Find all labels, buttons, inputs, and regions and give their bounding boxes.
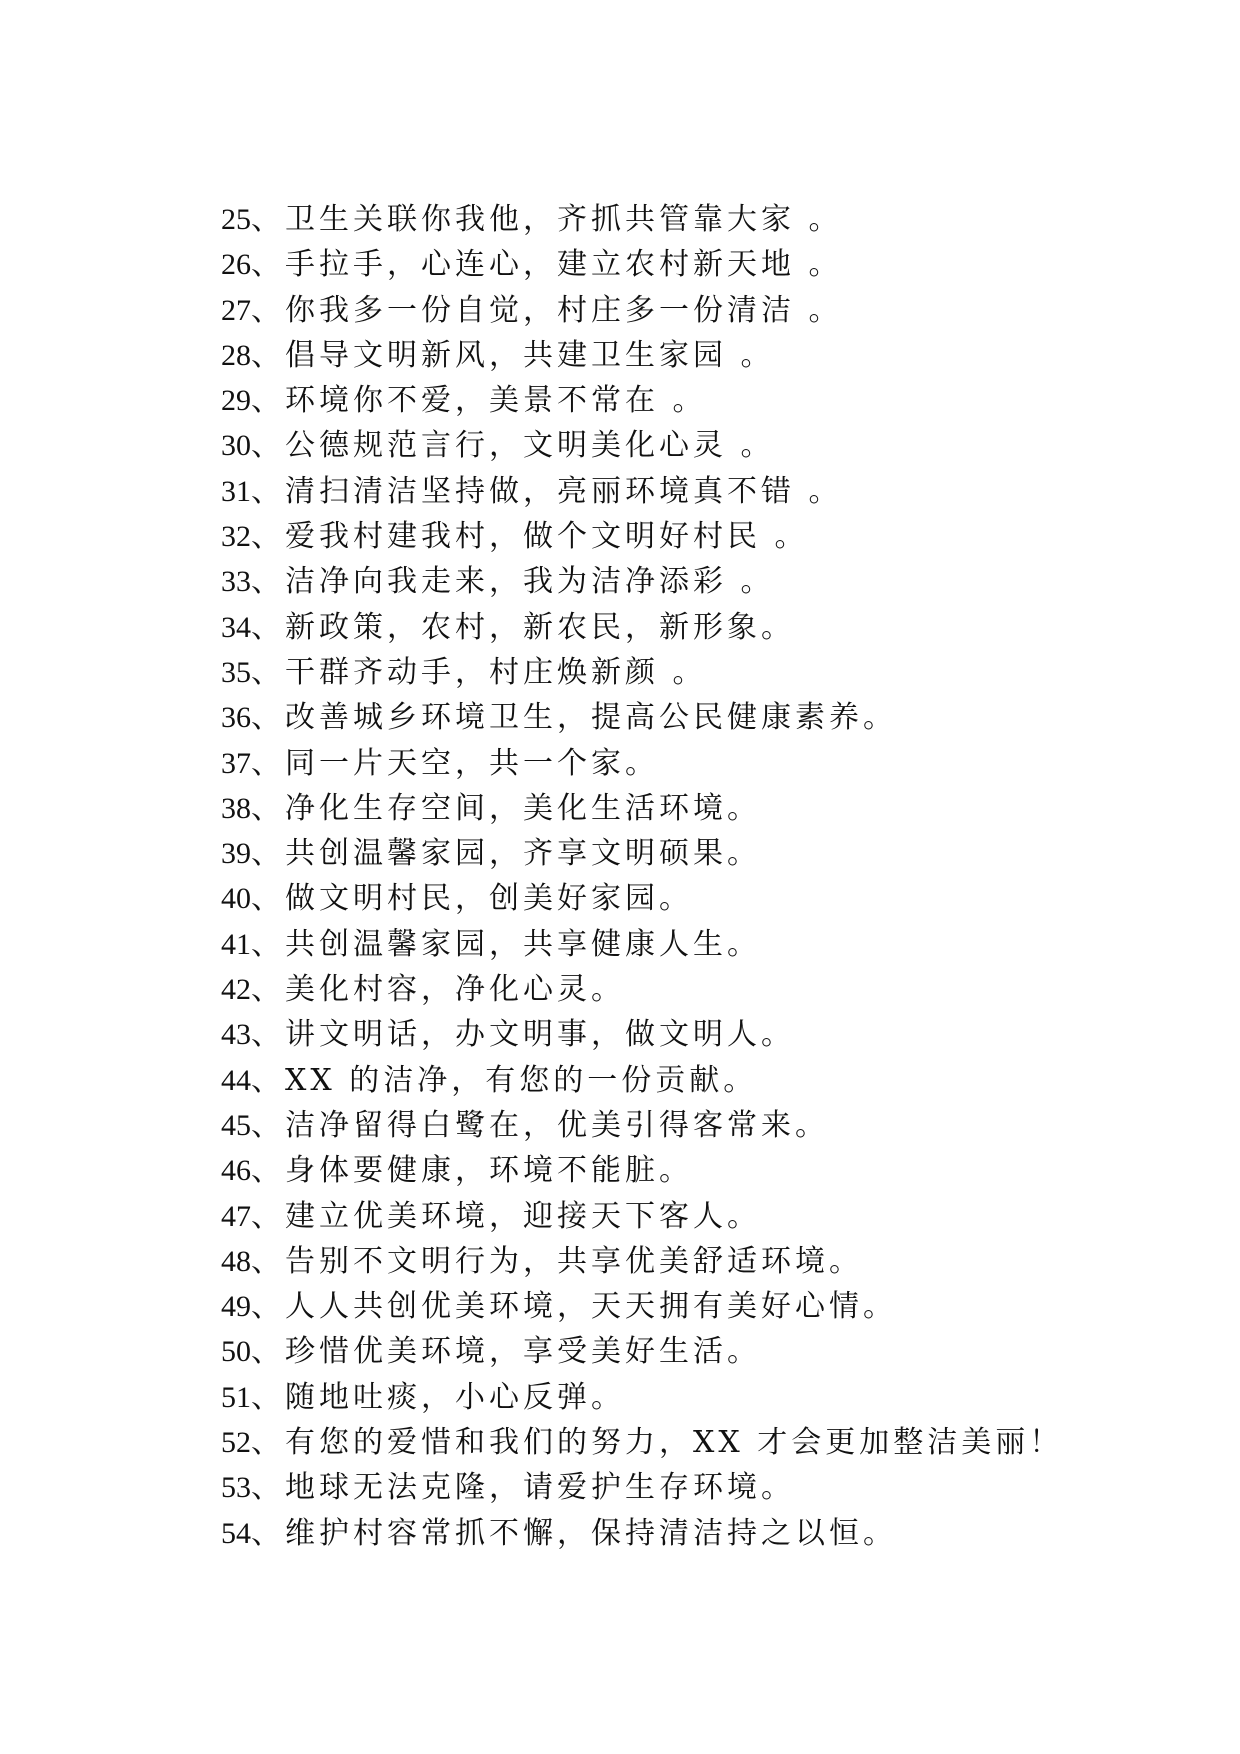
slogan-item [221, 288, 1181, 333]
slogan-text: 、珍惜优美环境，享受美好生活。 [251, 1334, 761, 1370]
slogan-text: 、干群齐动手，村庄焕新颜 。 [251, 654, 707, 690]
slogan-number: 34 [221, 610, 251, 644]
slogan-number: 52 [221, 1426, 251, 1460]
slogan-item [221, 423, 1181, 468]
slogan-item [221, 333, 1181, 378]
slogan-number: 32 [221, 520, 251, 554]
slogan-item [221, 1058, 1181, 1103]
slogan-text: 、洁净向我走来，我为洁净添彩 。 [251, 564, 775, 600]
slogan-text: 、身体要健康，环境不能脏。 [251, 1153, 693, 1189]
slogan-list [221, 197, 1181, 1556]
slogan-text: 、清扫清洁坚持做，亮丽环境真不错 。 [251, 473, 843, 509]
slogan-number: 33 [221, 565, 251, 599]
slogan-item [221, 1511, 1181, 1556]
slogan-number: 35 [221, 655, 251, 689]
slogan-item [221, 378, 1181, 423]
slogan-number: 48 [221, 1244, 251, 1278]
slogan-text: 、讲文明话，办文明事，做文明人。 [251, 1017, 795, 1053]
slogan-item [221, 876, 1181, 921]
slogan-number: 43 [221, 1018, 251, 1052]
slogan-text: 、洁净留得白鹭在，优美引得客常来。 [251, 1107, 829, 1143]
slogan-number: 53 [221, 1471, 251, 1505]
slogan-text: 、有您的爱惜和我们的努力，XX 才会更加整洁美丽！ [251, 1425, 1064, 1461]
slogan-item [221, 242, 1181, 287]
slogan-text: 、维护村容常抓不懈，保持清洁持之以恒。 [251, 1515, 897, 1551]
slogan-text: 、倡导文明新风，共建卫生家园 。 [251, 337, 775, 373]
slogan-number: 49 [221, 1290, 251, 1324]
slogan-item [221, 514, 1181, 559]
slogan-text: 、随地吐痰，小心反弹。 [251, 1379, 625, 1415]
slogan-number: 31 [221, 474, 251, 508]
slogan-item [221, 1375, 1181, 1420]
slogan-text: 、做文明村民，创美好家园。 [251, 881, 693, 917]
slogan-item [221, 469, 1181, 514]
slogan-item [221, 1284, 1181, 1329]
slogan-text: 、美化村容，净化心灵。 [251, 972, 625, 1008]
slogan-number: 39 [221, 837, 251, 871]
slogan-text: 、同一片天空，共一个家。 [251, 745, 659, 781]
slogan-item [221, 1148, 1181, 1193]
slogan-number: 44 [221, 1063, 251, 1097]
slogan-text: 、XX 的洁净，有您的一份贡献。 [251, 1062, 758, 1098]
slogan-number: 54 [221, 1516, 251, 1550]
slogan-item [221, 741, 1181, 786]
slogan-item [221, 650, 1181, 695]
slogan-text: 、改善城乡环境卫生，提高公民健康素养。 [251, 700, 897, 736]
slogan-item [221, 1465, 1181, 1510]
slogan-number: 30 [221, 429, 251, 463]
slogan-item [221, 695, 1181, 740]
slogan-item [221, 786, 1181, 831]
slogan-number: 42 [221, 973, 251, 1007]
slogan-number: 27 [221, 293, 251, 327]
slogan-number: 50 [221, 1335, 251, 1369]
slogan-item [221, 605, 1181, 650]
slogan-item [221, 197, 1181, 242]
slogan-item [221, 1194, 1181, 1239]
slogan-text: 、手拉手，心连心，建立农村新天地 。 [251, 247, 843, 283]
slogan-text: 、告别不文明行为，共享优美舒适环境。 [251, 1243, 863, 1279]
slogan-number: 46 [221, 1154, 251, 1188]
slogan-item [221, 1012, 1181, 1057]
slogan-number: 38 [221, 791, 251, 825]
slogan-item [221, 559, 1181, 604]
slogan-item [221, 1103, 1181, 1148]
slogan-number: 26 [221, 248, 251, 282]
slogan-text: 、你我多一份自觉，村庄多一份清洁 。 [251, 292, 843, 328]
slogan-item [221, 1239, 1181, 1284]
slogan-number: 36 [221, 701, 251, 735]
slogan-number: 45 [221, 1108, 251, 1142]
slogan-number: 47 [221, 1199, 251, 1233]
slogan-item [221, 831, 1181, 876]
slogan-text: 、新政策，农村，新农民，新形象。 [251, 609, 795, 645]
slogan-text: 、环境你不爱，美景不常在 。 [251, 383, 707, 419]
slogan-number: 37 [221, 746, 251, 780]
slogan-number: 25 [221, 203, 251, 236]
slogan-item [221, 1329, 1181, 1374]
slogan-number: 51 [221, 1380, 251, 1414]
slogan-number: 29 [221, 384, 251, 418]
slogan-text: 、卫生关联你我他，齐抓共管靠大家 。 [251, 202, 843, 237]
slogan-number: 41 [221, 927, 251, 961]
slogan-text: 、建立优美环境，迎接天下客人。 [251, 1198, 761, 1234]
slogan-text: 、公德规范言行，文明美化心灵 。 [251, 428, 775, 464]
slogan-text: 、人人共创优美环境，天天拥有美好心情。 [251, 1289, 897, 1325]
slogan-text: 、净化生存空间，美化生活环境。 [251, 790, 761, 826]
slogan-item [221, 967, 1181, 1012]
slogan-number: 28 [221, 338, 251, 372]
slogan-text: 、爱我村建我村，做个文明好村民 。 [251, 519, 809, 555]
slogan-item [221, 1420, 1181, 1465]
slogan-text: 、共创温馨家园，共享健康人生。 [251, 926, 761, 962]
slogan-item [221, 922, 1181, 967]
slogan-text: 、地球无法克隆，请爱护生存环境。 [251, 1470, 795, 1506]
slogan-number: 40 [221, 882, 251, 916]
slogan-text: 、共创温馨家园，齐享文明硕果。 [251, 836, 761, 872]
